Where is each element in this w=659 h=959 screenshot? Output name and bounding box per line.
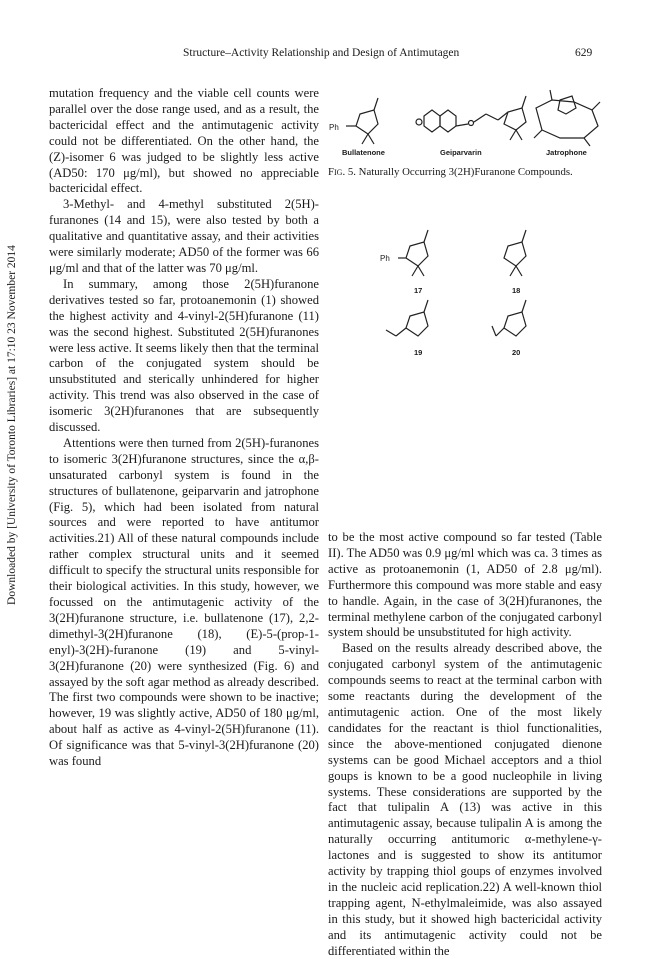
right-column [328, 530, 602, 959]
left-column [49, 86, 319, 770]
compound-number: 20 [512, 348, 521, 357]
figure-label: Fig. 5. [328, 166, 356, 178]
jatrophone-structure [534, 90, 600, 146]
compound-number: 19 [414, 348, 423, 357]
compound-number: 17 [414, 286, 423, 295]
bullatenone-structure [329, 98, 378, 144]
figure-6 [368, 226, 588, 426]
compound-name: Jatrophone [546, 148, 587, 157]
download-watermark-text: Downloaded by [University of Toronto Libraries] at 17:10 23 November 2014 [6, 245, 18, 605]
compound-name: Geiparvarin [440, 148, 482, 157]
figure-5 [328, 86, 608, 179]
paragraph: to be the most active compound so far tested (Table II). The AD50 was 0.9 μg/ml which was ca. 3 times as active as protoanemonin (1, AD50 of 2.8 μg/ml). Furthermore this compound was more stable and easy to handle. Again, in the case of 3(2H)furanones, the terminal methylene carbon of the conjugated carbonyl system should be unsubstituted for high activity. [328, 530, 602, 640]
geiparvarin-structure [416, 96, 526, 140]
compound-19-structure [386, 300, 428, 336]
figures-area [328, 86, 608, 516]
caption-text: Naturally Occurring 3(2H)Furanone Compounds. [358, 166, 573, 178]
running-title: Structure–Activity Relationship and Design of Antimutagen [183, 47, 460, 59]
download-watermark [3, 190, 21, 660]
page-number: 629 [575, 47, 593, 59]
compound-20-structure [492, 300, 526, 336]
compound-17-structure [380, 230, 428, 276]
compound-number: 18 [512, 286, 521, 295]
running-header [0, 47, 659, 65]
paragraph: In summary, among those 2(5H)furanone derivatives tested so far, protoanemonin (1) showed the highest activity and 4-vinyl-2(5H)furanone (11) was the second highest. Substituted 2(5H)furanones were less active. It seems likely then that the terminal carbon of the conjugated system should be unsubstituted and sterically unhindered for higher activity. This trend was also observed in the case of isomeric 3(2H)furanones that are subsequently discussed. [49, 276, 319, 435]
paragraph: 3-Methyl- and 4-methyl substituted 2(5H)-furanones (14 and 15), were also tested by both a qualitative and quantitative assay, and their activities were similarly moderate; AD50 of the former was 66 μg/ml and that of the latter was 70 μg/ml. [49, 197, 319, 275]
paragraph: mutation frequency and the viable cell counts were parallel over the dose range used, and as a result, the bactericidal effect and the antimutagenic activity could not be differentiated. On the other hand, the (Z)-isomer 6 was judged to be slightly less active (AD50: 170 μg/ml), but showed no appreciable bactericidal effect. [49, 86, 319, 196]
compound-name: Bullatenone [342, 148, 385, 157]
paragraph: Based on the results already described above, the conjugated carbonyl system of the antimutagenic compounds seems to react at the terminal carbon with some reactants during the development of the antimutagenic action. One of the most likely candidates for the reactant is thiol functionalities, since the above-mentioned conjugated dienone systems can be good Michael acceptors and a thiol goups is known to be a good nucleophile in living systems. These considerations are supported by the fact that tulipalin A (13) was active in this antimutagenic assay, because tulipalin A is among the naturally occurring antitumoric α-methylene-γ-lactones and is suggested to show its antitumor activity by trapping thiol goups of enzymes involved in the nucleic acid replication.22) A well-known thiol trapping agent, N-ethylmaleimide, was also assayed in this study, but it showed high bactericidal activity and its antimutagenic activity could not be differentiated within the [328, 641, 602, 958]
figure-5-compound-names [328, 148, 608, 160]
figure-5-caption [328, 166, 608, 179]
compound-18-structure [504, 230, 526, 276]
paragraph: Attentions were then turned from 2(5H)-furanones to isomeric 3(2H)furanone structures, since the α,β-unsaturated carbonyl system is found in the structures of bullatenone, geiparvarin and jatrophone (Fig. 5), which had been isolated from natural sources and were reported to have antitumor activities.21) All of these natural compounds include rather complex structural units and it seemed difficult to specify the structural units responsible for their biological activities. In this study, however, we focussed on the antimutagenic activity of the 3(2H)furanone structure, i.e. bullatenone (17), 2,2-dimethyl-3(2H)furanone (18), (E)-5-(prop-1-enyl)-3(2H)-furanone (19) and 5-vinyl-3(2H)furanone (20) were synthesized (Fig. 6) and assayed by the soft agar method as already described. The first two compounds were shown to be inactive; however, 19 was slightly active, AD50 of 180 μg/ml, about half as active as 4-vinyl-2(5H)furanone (11). Of significance was that 5-vinyl-3(2H)furanone (20) was found [49, 435, 319, 769]
figure-6-structures [368, 226, 588, 426]
ph-label: Ph [329, 123, 339, 132]
figure-5-structures [328, 86, 608, 148]
ph-label: Ph [380, 254, 390, 263]
